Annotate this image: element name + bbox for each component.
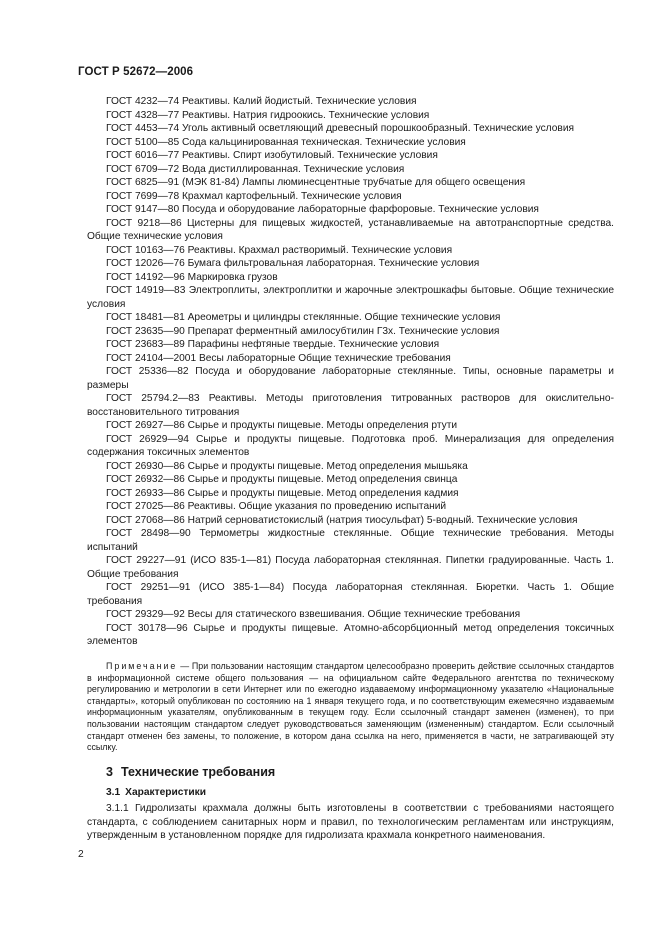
reference-item: ГОСТ 6709—72 Вода дистиллированная. Технические условия bbox=[106, 163, 405, 175]
reference-item: ГОСТ 14919—83 Электроплиты, электроплитки и жарочные электрошкафы бытовые. Общие технические условия bbox=[87, 285, 614, 310]
reference-item: ГОСТ 7699—78 Крахмал картофельный. Технические условия bbox=[106, 190, 402, 202]
subsection-title: Характеристики bbox=[125, 787, 207, 798]
reference-item: ГОСТ 29251—91 (ИСО 385-1—84) Посуда лабораторная стеклянная. Бюретки. Часть 1. Общие требования bbox=[87, 582, 614, 607]
paragraph-text: Гидролизаты крахмала должны быть изготовлены в соответствии с требованиями настоящего стандарта, с соблюдением санитарных норм и правил, по технологическим регламентам или инструкциям, утвержденным в установленном порядке для гидролизата крахмала конкретного наименования. bbox=[87, 803, 614, 841]
paragraph bbox=[87, 802, 614, 843]
subsection-number: 3.1 bbox=[106, 787, 121, 798]
subsection-heading bbox=[106, 787, 206, 798]
document-header: ГОСТ Р 52672—2006 bbox=[78, 66, 194, 78]
reference-item: ГОСТ 12026—76 Бумага фильтровальная лабораторная. Технические условия bbox=[106, 258, 480, 269]
reference-item: ГОСТ 6825—91 (МЭК 81-84) Лампы люминесцентные трубчатые для общего освещения bbox=[106, 177, 526, 188]
reference-item: ГОСТ 14192—96 Маркировка грузов bbox=[106, 271, 278, 283]
reference-item: ГОСТ 26930—86 Сырье и продукты пищевые. Метод определения мышьяка bbox=[106, 460, 468, 472]
reference-item: ГОСТ 25794.2—83 Реактивы. Методы приготовления титрованных растворов для окислительно-восстановительного титрования bbox=[87, 393, 614, 418]
section-number: 3 bbox=[106, 765, 113, 779]
reference-item: ГОСТ 26929—94 Сырье и продукты пищевые. Подготовка проб. Минерализация для определения содержания токсичных элементов bbox=[87, 433, 614, 458]
reference-item: ГОСТ 10163—76 Реактивы. Крахмал растворимый. Технические условия bbox=[106, 244, 453, 256]
reference-item: ГОСТ 29329—92 Весы для статического взвешивания. Общие технические требования bbox=[106, 609, 521, 620]
reference-item: ГОСТ 26933—86 Сырье и продукты пищевые. Метод определения кадмия bbox=[106, 487, 459, 499]
reference-item: ГОСТ 18481—81 Ареометры и цилиндры стеклянные. Общие технические условия bbox=[106, 312, 501, 323]
reference-item: ГОСТ 23635—90 Препарат ферментный амилосубтилин Г3х. Технические условия bbox=[106, 325, 500, 337]
note-text: — При пользовании настоящим стандартом целесообразно проверить действие ссылочных стандартов в информационной системе общего пользования — на официальном сайте Федерального агентства по техническому регулированию и метрологии в сети Интернет или по ежегодно издаваемому информационному указателю «Национальные стандарты», который опубликован по состоянию на 1 января текущего года, и по соответствующим ежемесячно издаваемым информационным указателям, опубликованным в текущем году. Если ссылочный стандарт заменен (изменен), то при пользовании настоящим стандартом следует руководствоваться заменяющим (измененным) стандартом. Если ссылочный стандарт отменен без замены, то положение, в котором дана ссылка на него, применяется в части, не затрагивающей эту ссылку. bbox=[87, 661, 615, 753]
reference-item: ГОСТ 9147—80 Посуда и оборудование лабораторные фарфоровые. Технические условия bbox=[106, 204, 539, 215]
reference-item: ГОСТ 30178—96 Сырье и продукты пищевые. Атомно-абсорбционный метод определения токсичных элементов bbox=[87, 622, 614, 647]
section-title: Технические требования bbox=[120, 765, 276, 779]
reference-item: ГОСТ 6016—77 Реактивы. Спирт изобутиловый. Технические условия bbox=[106, 150, 438, 161]
note-label: Примечание bbox=[106, 661, 178, 671]
reference-item: ГОСТ 9218—86 Цистерны для пищевых жидкостей, устанавливаемые на автотранспортные средства. Общие технические условия bbox=[87, 217, 614, 242]
section-heading bbox=[106, 765, 275, 779]
reference-item: ГОСТ 4232—74 Реактивы. Калий йодистый. Технические условия bbox=[106, 96, 417, 107]
reference-item: ГОСТ 23683—89 Парафины нефтяные твердые. Технические условия bbox=[106, 339, 440, 350]
page-number: 2 bbox=[78, 849, 84, 860]
reference-item: ГОСТ 26927—86 Сырье и продукты пищевые. Методы определения ртути bbox=[106, 420, 458, 431]
reference-item: ГОСТ 4453—74 Уголь активный осветляющий древесный порошкообразный. Технические условия bbox=[106, 123, 575, 134]
paragraph-number: 3.1.1 bbox=[106, 803, 129, 814]
reference-item: ГОСТ 4328—77 Реактивы. Натрия гидроокись. Технические условия bbox=[106, 109, 430, 121]
reference-item: ГОСТ 5100—85 Сода кальцинированная техническая. Технические условия bbox=[106, 136, 466, 148]
reference-item: ГОСТ 27025—86 Реактивы. Общие указания по проведению испытаний bbox=[106, 501, 447, 512]
reference-item: ГОСТ 28498—90 Термометры жидкостные стеклянные. Общие технические требования. Методы испытаний bbox=[87, 528, 614, 553]
reference-item: ГОСТ 29227—91 (ИСО 835-1—81) Посуда лабораторная стеклянная. Пипетки градуированные. Часть 1. Общие требования bbox=[87, 555, 614, 580]
note bbox=[87, 661, 614, 754]
normative-references-list bbox=[87, 95, 614, 649]
reference-item: ГОСТ 27068—86 Натрий серноватистокислый (натрия тиосульфат) 5-водный. Технические условия bbox=[106, 514, 578, 526]
reference-item: ГОСТ 26932—86 Сырье и продукты пищевые. Метод определения свинца bbox=[106, 474, 458, 485]
reference-item: ГОСТ 24104—2001 Весы лабораторные Общие технические требования bbox=[106, 352, 451, 364]
reference-item: ГОСТ 25336—82 Посуда и оборудование лабораторные стеклянные. Типы, основные параметры и размеры bbox=[87, 366, 614, 391]
